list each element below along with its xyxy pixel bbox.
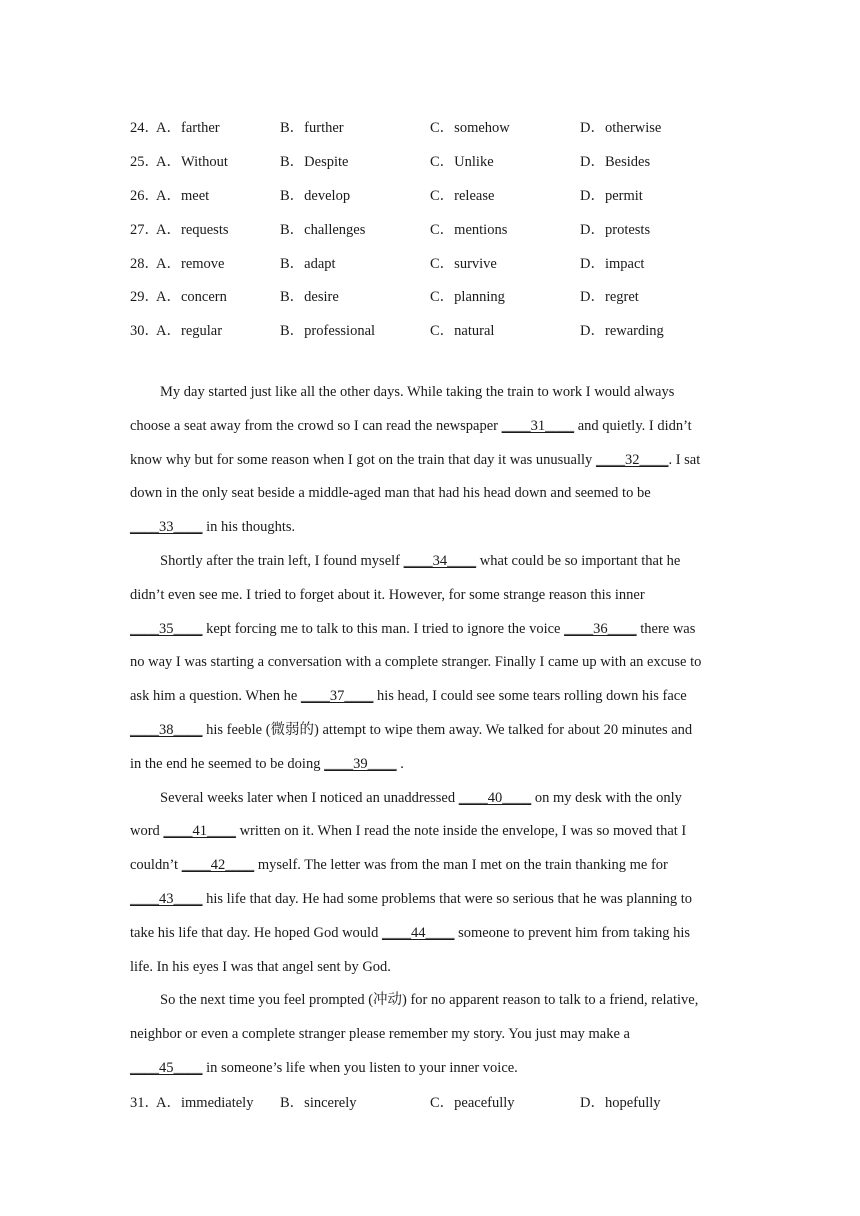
option-text: natural [454, 323, 495, 340]
passage-line [130, 1018, 730, 1052]
option-letter: D ． [580, 289, 605, 305]
passage-line [130, 444, 730, 478]
option-letter: C ． [430, 154, 454, 170]
passage-line [130, 883, 730, 917]
blank: ____41____ [163, 823, 236, 840]
passage-text: on my desk with the only [531, 789, 682, 806]
question-number: 25． [130, 154, 159, 171]
question-number: 28． [130, 255, 159, 272]
option-d [580, 319, 730, 340]
option-text: Besides [604, 154, 651, 171]
option-letter: A ． [156, 289, 181, 305]
passage-line [130, 748, 730, 782]
blank: ____43____ [130, 890, 203, 907]
option-a [156, 184, 280, 205]
passage-line [130, 714, 730, 748]
option-text: hopefully [604, 1095, 661, 1112]
blank: ____37____ [300, 688, 374, 705]
passage-line [130, 410, 730, 444]
passage-text: ask him a question. When he [130, 688, 301, 705]
option-letter: B ． [280, 289, 304, 305]
option-text: requests [180, 221, 229, 238]
passage-line [130, 815, 730, 849]
passage-text: Shortly after the train left, I found myself [160, 552, 404, 569]
option-text: otherwise [604, 120, 662, 137]
option-text: somehow [454, 120, 510, 137]
option-a [156, 218, 280, 239]
passage-text: no way I was starting a conversation with a complete stranger. Finally I came up with an excuse to [130, 654, 702, 671]
option-letter: B ． [280, 222, 304, 238]
option-letter: B ． [280, 120, 304, 136]
option-d [580, 184, 730, 205]
passage-line [130, 376, 730, 410]
option-text: Despite [304, 154, 349, 171]
options-row [130, 279, 730, 313]
passage-text: there was [636, 620, 696, 637]
option-text: sincerely [304, 1095, 357, 1112]
option-text: further [304, 120, 344, 137]
passage-line [130, 613, 730, 647]
option-letter: D ． [580, 222, 605, 238]
options-row [130, 211, 730, 245]
option-d [580, 1091, 730, 1112]
option-letter: B ． [280, 154, 304, 170]
passage-line [130, 511, 730, 545]
option-text: develop [304, 187, 351, 204]
option-b [280, 252, 430, 273]
option-d [580, 285, 730, 306]
option-text: planning [454, 289, 505, 306]
option-letter: B ． [280, 323, 304, 339]
options-row [130, 178, 730, 212]
option-text: survive [454, 255, 497, 272]
option-a [156, 319, 280, 340]
option-letter: D ． [580, 188, 605, 204]
option-letter: A ． [156, 1095, 181, 1111]
passage-text: in someone’s life when you listen to your inner voice. [202, 1059, 518, 1076]
option-letter: B ． [280, 256, 304, 272]
option-c [430, 285, 580, 306]
blank: ____42____ [181, 857, 255, 874]
passage-text: and quietly. I didn’t [574, 417, 692, 434]
question-number: 30． [130, 323, 159, 340]
option-text: protests [604, 221, 651, 238]
passage-text: in his thoughts. [202, 519, 296, 536]
option-c [430, 1091, 580, 1112]
cloze-passage [130, 376, 730, 1086]
passage-line [130, 782, 730, 816]
option-letter: A ． [156, 154, 181, 170]
option-c [430, 116, 580, 137]
passage-text: couldn’t [130, 857, 182, 874]
option-b [280, 1091, 430, 1112]
option-letter: C ． [430, 222, 454, 238]
option-letter: A ． [156, 188, 181, 204]
option-b [280, 218, 430, 239]
passage-text: down in the only seat beside a middle-aged man that had his head down and seemed to be [130, 485, 651, 502]
option-text: peacefully [454, 1095, 515, 1112]
option-text: permit [604, 187, 643, 204]
passage-line [130, 951, 730, 985]
blank: ____38____ [130, 721, 203, 738]
passage-text: written on it. When I read the note inside the envelope, I was so moved that I [235, 823, 687, 840]
option-text: regret [604, 289, 639, 306]
blank: ____31____ [501, 417, 575, 434]
option-letter: B ． [280, 188, 304, 204]
passage-line [130, 579, 730, 613]
option-c [430, 218, 580, 239]
option-b [280, 150, 430, 171]
option-d [580, 218, 730, 239]
passage-text: what could be so important that he [476, 552, 681, 569]
passage-line [130, 849, 730, 883]
blank: ____40____ [458, 789, 532, 806]
passage-text: someone to prevent him from taking his [454, 924, 691, 941]
option-letter: A ． [156, 323, 181, 339]
option-b [280, 319, 430, 340]
passage-line [130, 984, 730, 1018]
passage-text: know why but for some reason when I got on the train that day it was unusually [130, 451, 596, 468]
option-text: mentions [454, 221, 508, 238]
option-text: farther [180, 120, 220, 137]
options-row [130, 245, 730, 279]
option-d [580, 252, 730, 273]
passage-text: . [396, 755, 404, 772]
passage-text: kept forcing me to talk to this man. I tried to ignore the voice [202, 620, 565, 637]
option-letter: C ． [430, 289, 454, 305]
passage-text: didn’t even see me. I tried to forget about it. However, for some strange reason this inner [130, 586, 645, 603]
passage-text: his life that day. He had some problems that were so serious that he was planning to [202, 890, 693, 907]
option-text: desire [304, 289, 339, 306]
passage-line [130, 1052, 730, 1086]
passage-line [130, 545, 730, 579]
option-text: meet [180, 187, 210, 204]
option-c [430, 319, 580, 340]
option-a [156, 252, 280, 273]
passage-text: So the next time you feel prompted (冲动) for no apparent reason to talk to a friend, relative, [160, 992, 699, 1009]
option-c [430, 184, 580, 205]
option-letter: C ． [430, 323, 454, 339]
option-b [280, 116, 430, 137]
blank: ____44____ [381, 924, 455, 941]
option-text: Without [180, 154, 228, 171]
passage-line [130, 917, 730, 951]
question-number: 24． [130, 120, 159, 137]
blank: ____35____ [130, 620, 203, 637]
options-row-31 [130, 1085, 730, 1119]
question-number: 29． [130, 289, 159, 306]
passage-text: word [130, 823, 164, 840]
option-letter: D ． [580, 323, 605, 339]
option-text: challenges [304, 221, 366, 238]
options-row [130, 110, 730, 144]
option-text: immediately [180, 1095, 254, 1112]
passage-text: his head, I could see some tears rolling down his face [373, 688, 687, 705]
option-letter: D ． [580, 256, 605, 272]
option-a [156, 1091, 280, 1112]
option-letter: A ． [156, 222, 181, 238]
option-b [280, 184, 430, 205]
option-d [580, 116, 730, 137]
passage-text: in the end he seemed to be doing [130, 755, 325, 772]
option-a [156, 116, 280, 137]
blank: ____32____ [595, 451, 669, 468]
blank: ____45____ [130, 1059, 203, 1076]
option-text: rewarding [604, 323, 664, 340]
option-c [430, 252, 580, 273]
passage-text: choose a seat away from the crowd so I can read the newspaper [130, 417, 502, 434]
passage-line [130, 646, 730, 680]
option-d [580, 150, 730, 171]
options-row [130, 144, 730, 178]
option-letter: A ． [156, 120, 181, 136]
blank: ____34____ [403, 552, 477, 569]
option-letter: D ． [580, 154, 605, 170]
passage-line [130, 477, 730, 511]
blank: ____33____ [130, 519, 203, 536]
option-text: remove [180, 255, 225, 272]
question-number: 26． [130, 187, 159, 204]
passage-text: My day started just like all the other days. While taking the train to work I would always [160, 384, 675, 400]
option-c [430, 150, 580, 171]
passage-text: Several weeks later when I noticed an unaddressed [160, 789, 459, 806]
option-a [156, 285, 280, 306]
passage-text: . I sat [668, 451, 701, 468]
option-letter: C ． [430, 256, 454, 272]
option-text: regular [180, 323, 223, 340]
option-text: adapt [304, 255, 336, 272]
option-text: impact [604, 255, 645, 272]
passage-line [130, 680, 730, 714]
passage-text: take his life that day. He hoped God would [130, 924, 382, 941]
question-number: 31． [130, 1095, 159, 1112]
option-letter: C ． [430, 188, 454, 204]
option-letter: D ． [580, 1095, 605, 1111]
option-letter: D ． [580, 120, 605, 136]
option-text: professional [304, 323, 376, 340]
option-letter: C ． [430, 120, 454, 136]
passage-text: myself. The letter was from the man I met on the train thanking me for [254, 857, 668, 874]
option-text: concern [180, 289, 227, 306]
option-text: Unlike [454, 154, 494, 171]
passage-text: neighbor or even a complete stranger please remember my story. You just may make a [130, 1026, 630, 1043]
passage-text: his feeble (微弱的) attempt to wipe them away. We talked for about 20 minutes and [202, 721, 693, 738]
options-list [130, 110, 730, 347]
blank: ____36____ [564, 620, 637, 637]
option-a [156, 150, 280, 171]
option-text: release [454, 187, 495, 204]
option-letter: C ． [430, 1095, 454, 1111]
options-row [130, 313, 730, 347]
option-letter: B ． [280, 1095, 304, 1111]
passage-text: life. In his eyes I was that angel sent by God. [130, 958, 391, 975]
blank: ____39____ [324, 755, 397, 772]
option-b [280, 285, 430, 306]
question-number: 27． [130, 221, 159, 238]
option-letter: A ． [156, 256, 181, 272]
